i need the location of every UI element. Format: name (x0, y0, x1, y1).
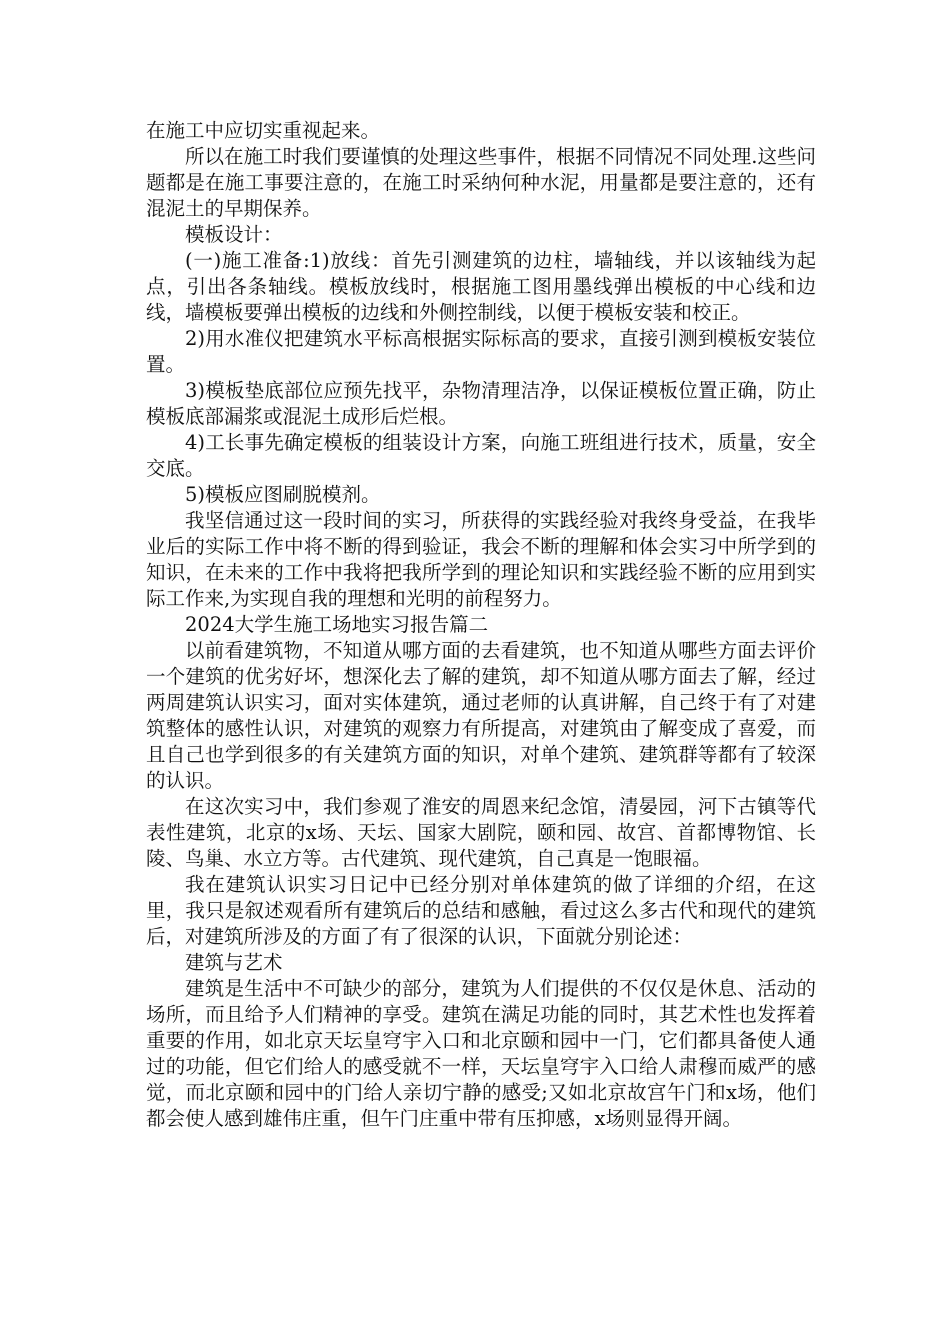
section-heading: 2024大学生施工场地实习报告篇二 (185, 613, 489, 636)
paragraph: 以前看建筑物，不知道从哪方面的去看建筑，也不知道从哪些方面去评价一个建筑的优劣好坏，想深化去了解的建筑，却不知道从哪方面去了解，经过两周建筑认识实习，面对实体建筑，通过老师的认真讲解，自己终于有了对建筑整体的感性认识，对建筑的观察力有所提高，对建筑由了解变成了喜爱，而且自己也学到很多的有关建筑方面的知识，对单个建筑、建筑群等都有了较深的认识。 (146, 639, 816, 792)
paragraph: 5)模板应图刷脱模剂。 (185, 483, 381, 506)
paragraph: 我坚信通过这一段时间的实习，所获得的实践经验对我终身受益，在我毕业后的实际工作中将不断的得到验证，我会不断的理解和体会实习中所学到的知识，在未来的工作中我将把我所学到的理论知识和实践经验不断的应用到实际工作来,为实现自我的理想和光明的前程努力。 (146, 509, 816, 610)
paragraph: 4)工长事先确定模板的组装设计方案，向施工班组进行技术，质量，安全交底。 (146, 431, 816, 480)
paragraph: (一)施工准备:1)放线：首先引测建筑的边柱，墙轴线，并以该轴线为起点，引出各条轴线。模板放线时，根据施工图用墨线弹出模板的中心线和边线，墙模板要弹出模板的边线和外侧控制线，以便于模板安装和校正。 (146, 249, 816, 324)
paragraph: 所以在施工时我们要谨慎的处理这些事件，根据不同情况不同处理.这些问题都是在施工事要注意的，在施工时采纳何种水泥，用量都是要注意的，还有混泥土的早期保养。 (146, 145, 816, 220)
section-heading: 建筑与艺术 (185, 951, 283, 974)
paragraph: 在施工中应切实重视起来。 (146, 119, 381, 142)
document-body (146, 118, 816, 1132)
paragraph: 2)用水准仪把建筑水平标高根据实际标高的要求，直接引测到模板安装位置。 (146, 327, 816, 376)
paragraph: 3)模板垫底部位应预先找平，杂物清理洁净，以保证模板位置正确，防止模板底部漏浆或混泥土成形后烂根。 (146, 379, 816, 428)
section-heading: 模板设计： (185, 223, 283, 246)
paragraph: 建筑是生活中不可缺少的部分，建筑为人们提供的不仅仅是休息、活动的场所，而且给予人们精神的享受。建筑在满足功能的同时，其艺术性也发挥着重要的作用，如北京天坛皇穹宇入口和北京颐和园中一门，它们都具备使人通过的功能，但它们给人的感受就不一样，天坛皇穹宇入口给人肃穆而威严的感觉，而北京颐和园中的门给人亲切宁静的感受;又如北京故宫午门和x场，他们都会使人感到雄伟庄重，但午门庄重中带有压抑感，x场则显得开阔。 (146, 977, 816, 1130)
paragraph: 我在建筑认识实习日记中已经分别对单体建筑的做了详细的介绍，在这里，我只是叙述观看所有建筑后的总结和感触，看过这么多古代和现代的建筑后，对建筑所涉及的方面了有了很深的认识，下面就分别论述： (146, 873, 816, 948)
paragraph: 在这次实习中，我们参观了淮安的周恩来纪念馆，清晏园，河下古镇等代表性建筑，北京的x场、天坛、国家大剧院，颐和园、故宫、首都博物馆、长陵、鸟巢、水立方等。古代建筑、现代建筑，自己真是一饱眼福。 (146, 795, 816, 870)
